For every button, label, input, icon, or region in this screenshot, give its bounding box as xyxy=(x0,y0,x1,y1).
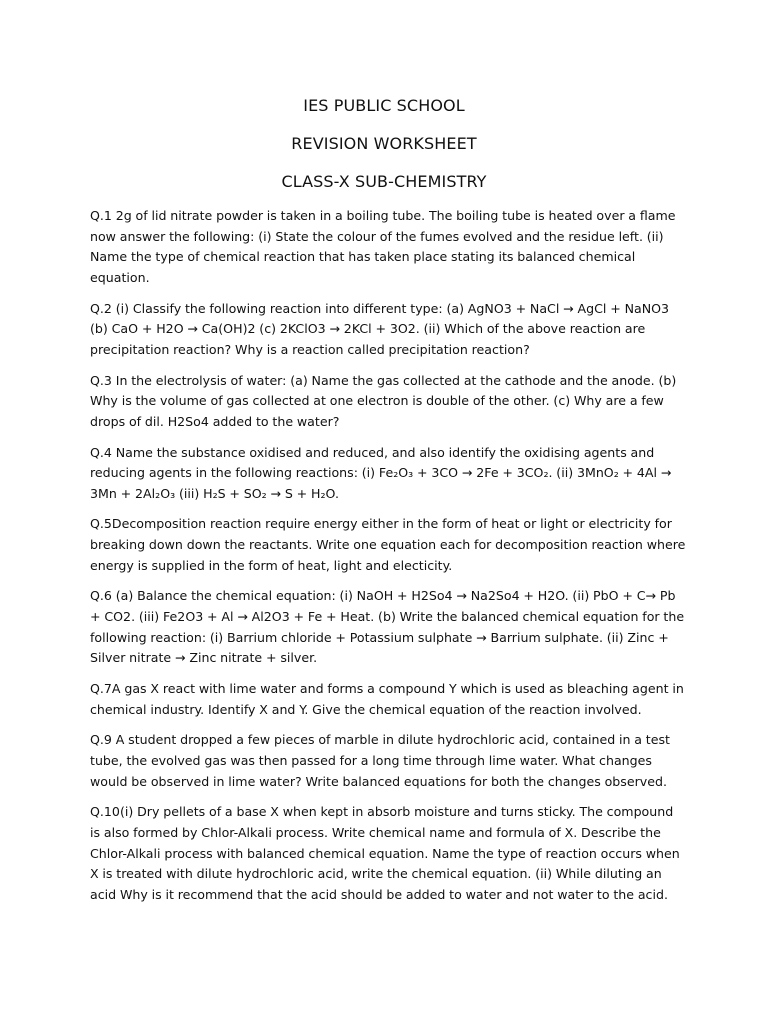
question-4 xyxy=(90,443,686,505)
question-4-equation-3: H₂S + SO₂ → S + H₂O xyxy=(203,485,335,501)
question-4-separator-2: (iii) xyxy=(175,485,204,501)
question-4-separator-1: . (ii) xyxy=(548,465,577,481)
question-list xyxy=(90,206,686,916)
question-1: Q.1 2g of lid nitrate powder is taken in a boiling tube. The boiling tube is heated over a flame now answer the following: (i) State the colour of the fumes evolved and the residue left. (ii) Name the type of chemical reaction that has taken place stating its balanced chemical equation. xyxy=(90,208,676,285)
worksheet-title: REVISION WORKSHEET xyxy=(291,134,477,153)
class-subject-title: CLASS-X SUB-CHEMISTRY xyxy=(281,172,487,191)
question-3: Q.3 In the electrolysis of water: (a) Name the gas collected at the cathode and the anode. (b) Why is the volume of gas collected at one electron is double of the other. (c) Why are a few drops of dil. H2So4 added to the water? xyxy=(90,372,677,429)
question-5: Q.5Decomposition reaction require energy either in the form of heat or light or electricity for breaking down down the reactants. Write one equation each for decomposition reaction where energy is supplied in the form of heat, light and electicity. xyxy=(90,516,686,573)
question-10: Q.10(i) Dry pellets of a base X when kept in absorb moisture and turns sticky. The compound is also formed by Chlor-Alkali process. Write chemical name and formula of X. Describe the Chlor-Alkali process with balanced chemical equation. Name the type of reaction occurs when X is treated with dilute hydrochloric acid, write the chemical equation. (ii) While diluting an acid Why is it recommend that the acid should be added to water and not water to the acid. xyxy=(90,804,680,902)
question-2: Q.2 (i) Classify the following reaction into different type: (a) AgNO3 + NaCl → AgCl + NaNO3 (b) CaO + H2O → Ca(OH)2 (c) 2KClO3 → 2KCl + 3O2. (ii) Which of the above reaction are precipitation reaction? Why is a reaction called precipitation reaction? xyxy=(90,300,670,357)
question-4-end: . xyxy=(334,485,339,501)
question-4-equation-2: 3MnO₂ + 4Al → 3Mn + 2Al₂O₃ xyxy=(90,465,672,501)
school-name: IES PUBLIC SCHOOL xyxy=(303,96,465,115)
question-6: Q.6 (a) Balance the chemical equation: (i) NaOH + H2So4 → Na2So4 + H2O. (ii) PbO + C→ Pb + CO2. (iii) Fe2O3 + Al → Al2O3 + Fe + Heat. (b) Write the balanced chemical equation for the following reaction: (i) Barrium chloride + Potassium sulphate → Barrium sulphate. (ii) Zinc + Silver nitrate → Zinc nitrate + silver. xyxy=(90,588,685,666)
question-4-equation-1: Fe₂O₃ + 3CO → 2Fe + 3CO₂ xyxy=(378,465,549,481)
question-9: Q.9 A student dropped a few pieces of marble in dilute hydrochloric acid, contained in a test tube, the evolved gas was then passed for a long time through lime water. What changes would be observed in lime water? Write balanced equations for both the changes observed. xyxy=(90,732,670,789)
question-7: Q.7A gas X react with lime water and forms a compound Y which is used as bleaching agent in chemical industry. Identify X and Y. Give the chemical equation of the reaction involved. xyxy=(90,681,684,717)
question-4-intro: Q.4 Name the substance oxidised and reduced, and also identify the oxidising agents and reducing agents in the following reactions: (i) xyxy=(90,444,655,481)
